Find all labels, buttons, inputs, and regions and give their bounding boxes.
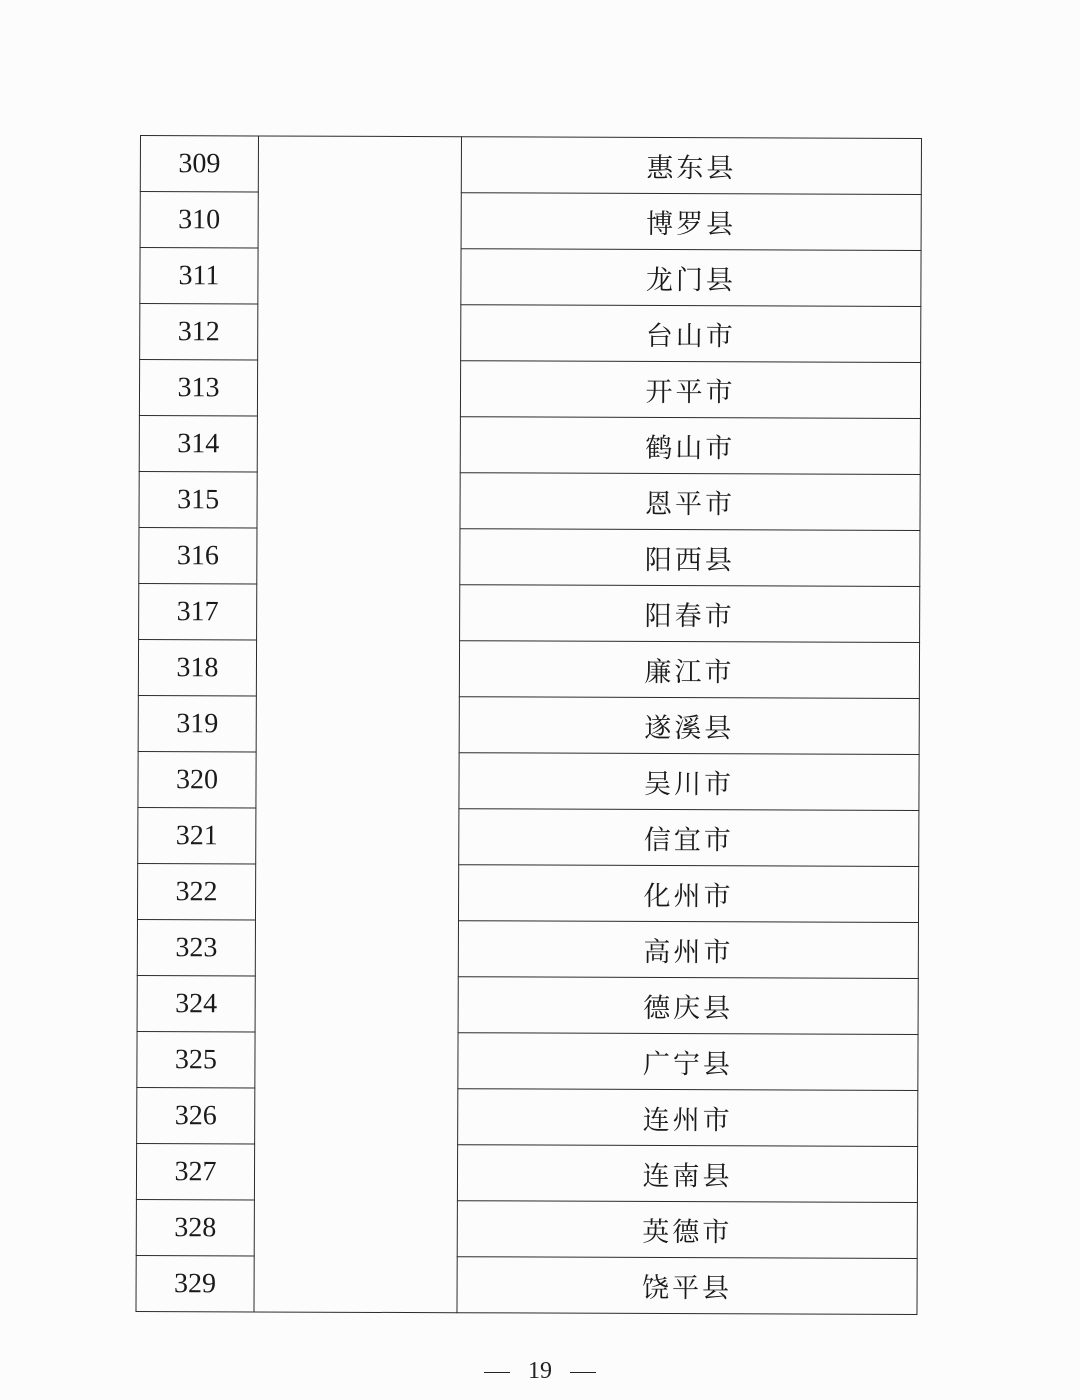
row-number: 319 [138,695,256,751]
table-row [137,1031,918,1090]
county-name: 廉江市 [459,641,919,699]
row-number: 320 [138,751,256,807]
county-name: 龙门县 [461,249,921,307]
county-name: 广宁县 [458,1033,918,1091]
row-number: 314 [139,415,257,471]
county-table-body [136,136,922,1315]
county-table [135,135,922,1315]
county-name: 博罗县 [461,193,921,251]
table-row [140,192,921,251]
row-number: 325 [137,1031,255,1087]
table-row [140,304,921,363]
right-dash-divider [570,1372,596,1374]
table-row [137,975,918,1034]
county-name: 英德市 [457,1201,917,1259]
row-number: 326 [137,1087,255,1143]
table-row [136,1143,917,1202]
row-number: 311 [140,248,258,304]
county-name: 阳西县 [460,529,920,587]
table-row [140,136,921,195]
county-name: 台山市 [461,305,921,363]
table-row [136,1199,917,1258]
table-row [137,863,918,922]
table-row [139,360,920,419]
table-row [139,415,920,474]
table-row [138,639,919,698]
table-row [139,583,920,642]
county-table-wrapper [135,135,922,1315]
page-footer [0,1358,1080,1385]
row-number: 312 [140,304,258,360]
table-row [139,527,920,586]
row-number: 316 [139,527,257,583]
county-name: 恩平市 [460,473,920,531]
county-name: 鹤山市 [460,417,920,475]
county-name: 遂溪县 [459,697,919,755]
county-name: 阳春市 [460,585,920,643]
county-name: 连州市 [458,1089,918,1147]
page-number: 19 [528,1358,552,1384]
county-name: 德庆县 [458,977,918,1035]
row-number: 328 [136,1199,254,1255]
row-number: 323 [137,919,255,975]
row-number: 309 [140,136,258,192]
merged-empty-cell [254,136,462,1313]
row-number: 315 [139,471,257,527]
row-number: 329 [136,1255,254,1311]
row-number: 322 [137,863,255,919]
table-row [137,1087,918,1146]
county-name: 饶平县 [457,1257,917,1315]
table-row [137,919,918,978]
row-number: 321 [138,807,256,863]
row-number: 318 [138,639,256,695]
county-name: 化州市 [458,865,918,923]
row-number: 317 [139,583,257,639]
table-row [136,1255,917,1314]
county-name: 信宜市 [459,809,919,867]
table-row [138,807,919,866]
county-name: 连南县 [457,1145,917,1203]
county-name: 惠东县 [461,137,921,195]
row-number: 324 [137,975,255,1031]
row-number: 310 [140,192,258,248]
table-row [140,248,921,307]
row-number: 313 [139,360,257,416]
county-name: 开平市 [460,361,920,419]
table-row [138,751,919,810]
table-row [138,695,919,754]
county-name: 高州市 [458,921,918,979]
county-name: 吴川市 [459,753,919,811]
row-number: 327 [136,1143,254,1199]
table-row [139,471,920,530]
left-dash-divider [484,1372,510,1374]
